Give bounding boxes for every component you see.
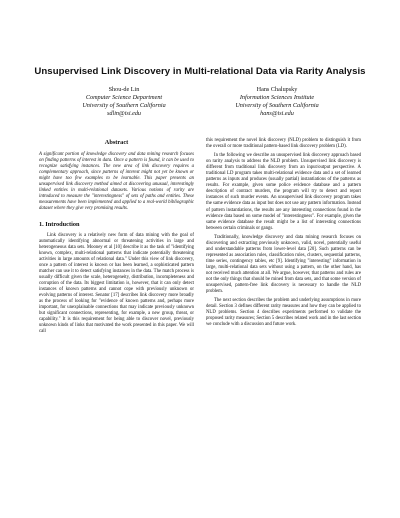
right-column [206,138,361,328]
author-department: Computer Science Department [85,94,163,101]
abstract-body: A significant portion of knowledge discovery and data mining research focuses on finding patterns of interest in data. Once a pattern is found, it can be used to recognize satisfying instances. The new area of link discovery requires a complementary approach, since patterns of interest might not yet be known or might have too few examples to be learnable. This paper presents an unsupervised link discovery method aimed at discovering unusual, interestingly linked entities in multi-relational datasets. Various notions of rarity are introduced to measure the "interestingness" of sets of paths and entities. These measurements have been implemented and applied to a real-world bibliographic dataset where they give very promising results. [39,152,194,212]
author-department: Information Sciences Institute [239,94,315,101]
introduction-heading: 1. Introduction [39,220,80,228]
author-email: hans@isi.edu [260,110,294,117]
abstract-heading: Abstract [104,139,129,146]
paper-title: Unsupervised Link Discovery in Multi-relational Data via Rarity Analysis [34,66,366,77]
author-name: Hans Chalupsky [256,86,298,93]
author-affiliation: University of Southern California [235,102,319,109]
author-name: Shou-de Lin [108,86,140,93]
body-paragraph: Link discovery is a relatively new form of data mining with the goal of automatically identifying abnormal or threatening activities in large and heterogeneous data sets. Mooney et al [10] describe it as the task of "identifying known, complex, multi-relational patterns that indicate potentially threatening activities in large amounts of relational data." Under this view of link discovery, once a pattern of interest is known or has been learned, a sophisticated pattern matcher can use it to detect satisfying instances in the data. The match process is usually difficult given the scale, heterogeneity, distribution, incompleteness and corruption of the data. Its biggest limitation is, however, that it can only detect instances of known patterns and cannot cope with previously unknown or evolving patterns of interest. Senator [17] describes link discovery more broadly as the process of looking for "evidence of known patterns and, perhaps more important, for unexplainable connections that may indicate previously unknown but significant connections, representing, for example, a new group, threat, or capability." It is this requirement for being able to discover novel, previously unknown kinds of links that motivated the work presented in this paper. We will call [39,232,194,335]
body-paragraph: Traditionally, knowledge discovery and data mining research focuses on discovering and extracting previously unknown, valid, novel, potentially useful and understandable patterns from lower-level data [20]. Such patterns can be represented as association rules, classification rules, clusters, sequential patterns, time series, contingency tables, etc [9]. Identifying "interesting" information in large, multi-relational data sets without using a pattern, on the other hand, has not received much attention at all. We argue, however, that patterns and rules are not the only things that should be mined from data sets, and that some version of unsupervised, pattern-free link discovery is necessary to handle the NLD problem. [206,234,361,295]
author-email: sdlin@isi.edu [106,110,142,117]
author-block-1 [49,86,199,118]
author-affiliation: University of Southern California [82,102,166,109]
left-column [39,140,194,335]
author-block-2 [202,86,352,118]
body-paragraph: this requirement the novel link discovery (NLD) problem to distinguish it from the overall or more traditional pattern-based link discovery problem (LD). [206,138,361,150]
body-paragraph: The next section describes the problem and underlying assumptions in more detail. Section 3 defines different rarity measures and how they can be applied to NLD problems. Section 4 describes experiments performed to validate the proposed rarity measures; Section 5 describes related work and in the last section we conclude with a discussion and future work. [206,298,361,328]
body-paragraph: In the following we describe an unsupervised link discovery approach based on rarity analysis to address the NLD problem. Unsupervised link discovery is different from traditional link discovery from an input/output perspective. A traditional LD program takes multi-relational evidence data and a set of learned patterns as inputs and produces (usually partial) instantiations of the patterns as results. For example, given some police evidence database and a pattern description of contract murders, the program will try to detect and report instances of such murder events. An unsupervised link discovery program takes the same evidence data as input but does not use any pattern information. Instead of pattern instantiations, the results are any interesting connections found in the evidence data based on some model of "interestingness". For example, given the same evidence database the result might be a list of interesting connections between certain criminals or gangs. [206,153,361,231]
